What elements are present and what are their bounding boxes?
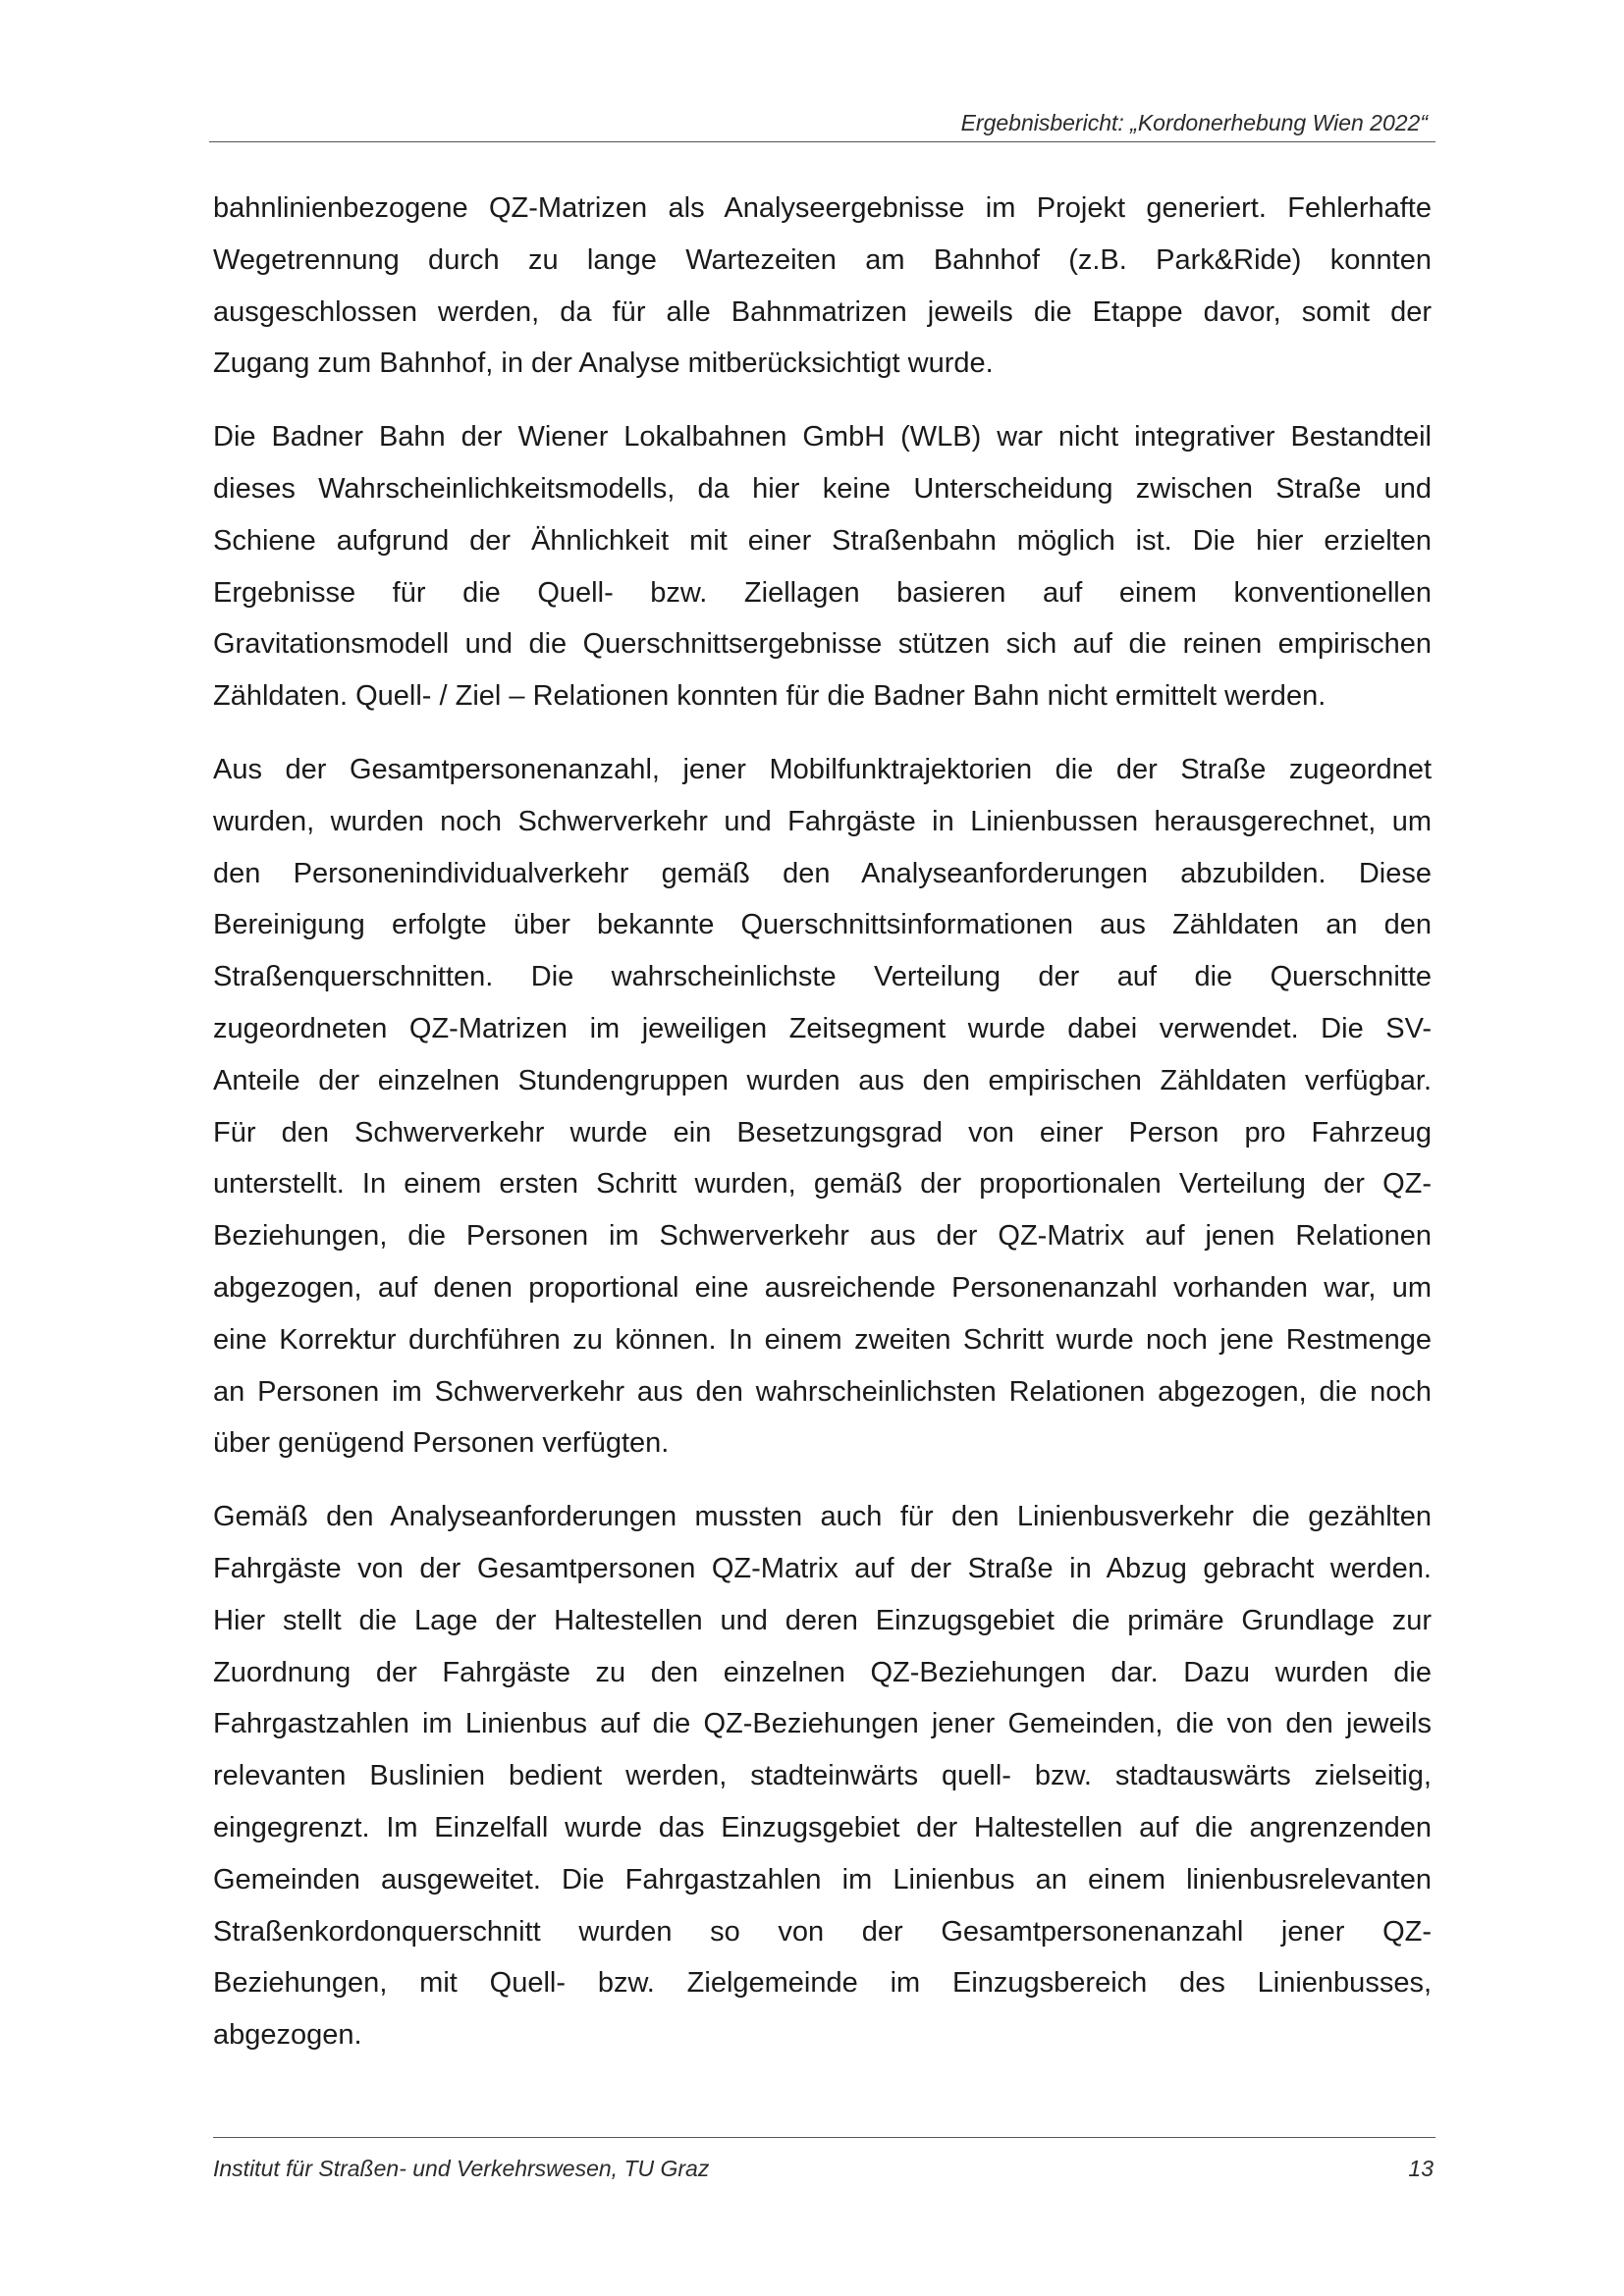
text-line: Hier stellt die Lage der Haltestellen und deren Einzugsgebiet die primäre Grundlage zur xyxy=(213,1604,1432,1636)
text-line: bahnlinienbezogene QZ-Matrizen als Analyseergebnisse im Projekt generiert. Fehlerhafte xyxy=(213,192,1432,224)
text-line: Zugang zum Bahnhof, in der Analyse mitberücksichtigt wurde. xyxy=(213,347,994,380)
text-line: ausgeschlossen werden, da für alle Bahnmatrizen jeweils die Etappe davor, somit der xyxy=(213,295,1432,328)
text-line: Die Badner Bahn der Wiener Lokalbahnen GmbH (WLB) war nicht integrativer Bestandteil xyxy=(213,421,1432,454)
text-line: wurden, wurden noch Schwerverkehr und Fahrgäste in Linienbussen herausgerechnet, um xyxy=(213,805,1432,837)
text-line: Straßenquerschnitten. Die wahrscheinlichste Verteilung der auf die Querschnitte xyxy=(213,961,1432,993)
institute-name: Institut für Straßen- und Verkehrswesen, TU Graz xyxy=(213,2156,710,2181)
text-line: den Personenindividualverkehr gemäß den Analyseanforderungen abzubilden. Diese xyxy=(213,857,1432,889)
text-line: Für den Schwerverkehr wurde ein Besetzungsgrad von einer Person pro Fahrzeug xyxy=(213,1116,1432,1148)
text-line: Bereinigung erfolgte über bekannte Querschnittsinformationen aus Zähldaten an den xyxy=(213,909,1432,941)
page-footer xyxy=(213,2137,1435,2197)
text-line: an Personen im Schwerverkehr aus den wahrscheinlichsten Relationen abgezogen, die noch xyxy=(213,1375,1432,1408)
text-line: relevanten Buslinien bedient werden, stadteinwärts quell- bzw. stadtauswärts zielseitig, xyxy=(213,1760,1432,1792)
text-line: Fahrgastzahlen im Linienbus auf die QZ-Beziehungen jener Gemeinden, die von den jeweils xyxy=(213,1708,1432,1740)
text-line: Zuordnung der Fahrgäste zu den einzelnen QZ-Beziehungen dar. Dazu wurden die xyxy=(213,1656,1432,1688)
text-line: eine Korrektur durchführen zu können. In einem zweiten Schritt wurde noch jene Restmenge xyxy=(213,1323,1432,1356)
text-line: Gemäß den Analyseanforderungen mussten auch für den Linienbusverkehr die gezählten xyxy=(213,1501,1432,1533)
text-line: Fahrgäste von der Gesamtpersonen QZ-Matrix auf der Straße in Abzug gebracht werden. xyxy=(213,1552,1432,1584)
text-line: Beziehungen, mit Quell- bzw. Zielgemeinde im Einzugsbereich des Linienbusses, xyxy=(213,1967,1432,2000)
paragraph xyxy=(213,411,1432,722)
text-line: Gravitationsmodell und die Querschnittsergebnisse stützen sich auf die reinen empirischen xyxy=(213,628,1432,661)
text-line: Straßenkordonquerschnitt wurden so von der Gesamtpersonenanzahl jener QZ- xyxy=(213,1915,1432,1948)
text-line: Aus der Gesamtpersonenanzahl, jener Mobilfunktrajektorien die der Straße zugeordnet xyxy=(213,753,1432,785)
text-line: zugeordneten QZ-Matrizen im jeweiligen Zeitsegment wurde dabei verwendet. Die SV- xyxy=(213,1012,1432,1044)
paragraph xyxy=(213,1491,1432,2061)
text-line: Schiene aufgrund der Ähnlichkeit mit einer Straßenbahn möglich ist. Die hier erzielten xyxy=(213,524,1432,557)
text-line: Anteile der einzelnen Stundengruppen wurden aus den empirischen Zähldaten verfügbar. xyxy=(213,1064,1432,1096)
body-text xyxy=(213,183,1432,2083)
text-line: Gemeinden ausgeweitet. Die Fahrgastzahlen im Linienbus an einem linienbusrelevanten xyxy=(213,1863,1432,1896)
text-line: abgezogen, auf denen proportional eine ausreichende Personenanzahl vorhanden war, um xyxy=(213,1271,1432,1304)
text-line: Beziehungen, die Personen im Schwerverkehr aus der QZ-Matrix auf jenen Relationen xyxy=(213,1220,1432,1253)
text-line: dieses Wahrscheinlichkeitsmodells, da hier keine Unterscheidung zwischen Straße und xyxy=(213,472,1432,505)
text-line: abgezogen. xyxy=(213,2019,362,2052)
text-line: über genügend Personen verfügten. xyxy=(213,1427,670,1460)
text-line: unterstellt. In einem ersten Schritt wurden, gemäß der proportionalen Verteilung der QZ- xyxy=(213,1168,1432,1201)
text-line: eingegrenzt. Im Einzelfall wurde das Einzugsgebiet der Haltestellen auf die angrenzenden xyxy=(213,1811,1432,1843)
text-line: Wegetrennung durch zu lange Wartezeiten am Bahnhof (z.B. Park&Ride) konnten xyxy=(213,243,1432,276)
report-title: Ergebnisbericht: „Kordonerhebung Wien 2022“ xyxy=(960,110,1428,135)
page-number: 13 xyxy=(1408,2156,1434,2181)
text-line: Zähldaten. Quell- / Ziel – Relationen konnten für die Badner Bahn nicht ermittelt werden. xyxy=(213,680,1326,713)
paragraph xyxy=(213,183,1432,390)
page-header xyxy=(209,106,1435,142)
paragraph xyxy=(213,744,1432,1469)
text-line: Ergebnisse für die Quell- bzw. Ziellagen basieren auf einem konventionellen xyxy=(213,576,1432,609)
